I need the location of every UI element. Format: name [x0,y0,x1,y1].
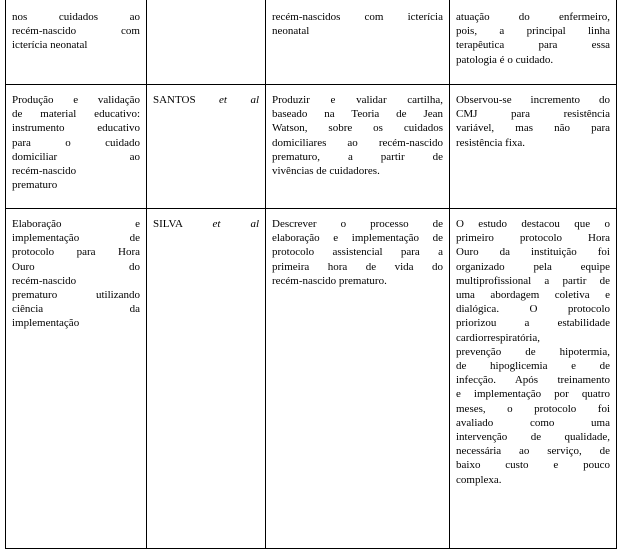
objective-cell [266,85,450,209]
text-line: baixo custo e pouco [456,459,610,472]
text-line: prevenção de hipotermia, [456,345,610,358]
text-line: atuação do enfermeiro, [456,11,610,23]
text-line: multiprofissional a partir de [456,274,610,287]
text-line: primeiro protocolo Hora [456,232,610,245]
text-line: intervenção de qualidade, [456,431,610,444]
text-line: domiciliar ao [12,150,140,163]
title-cell [6,209,147,549]
text-line: e implementação por quatro [456,388,610,401]
text-line: resistência fixa. [456,136,526,149]
text-line: uma abordagem coletiva e [456,289,610,302]
text-line: recém-nascido [12,274,77,287]
author-name: SILVA [153,218,213,230]
result-cell [450,85,617,209]
text-line: para o cuidado [12,136,140,149]
literature-review-table [5,0,617,549]
text-line: recém-nascidos com icterícia [272,11,443,23]
table-row [6,85,617,209]
text-line: Produção e validação [12,94,140,106]
text-line: meses, o protocolo foi [456,402,610,415]
text-line: domiciliares ao recém-nascido [272,136,443,149]
text-line: Watson, sobre os cuidados [272,122,443,135]
text-line: terapêutica para essa [456,39,610,52]
text-line: avaliado como uma [456,416,610,429]
text-line: pois, a principal linha [456,25,610,38]
text-line: Produzir e validar cartilha, [272,94,443,106]
et-al: et al [219,94,259,106]
text-line: neonatal [272,25,310,38]
text-line: recém-nascido [12,165,77,178]
table-row [6,0,617,85]
result-cell [450,0,617,85]
text-line: protocolo assistencial para a [272,246,443,259]
text-line: baseado na Teoria de Jean [272,108,443,121]
text-line: prematuro utilizando [12,289,140,302]
text-line: Ouro da instituição foi [456,246,610,259]
table-row [6,209,617,549]
text-line: vivências de cuidadores. [272,165,380,178]
text-line: prematuro [12,179,58,192]
text-line: elaboração e implementação de [272,232,443,245]
text-line: O estudo destacou que o [456,218,610,230]
text-line: recém-nascido prematuro. [272,274,387,287]
text-line: nos cuidados ao [12,11,140,23]
text-line: icterícia neonatal [12,39,88,52]
text-line: de material educativo: [12,108,140,121]
author-cell [147,0,266,85]
text-line: priorizou a estabilidade [456,317,610,330]
text-line: necessária ao serviço, de [456,445,610,458]
author-name: SANTOS [153,94,220,106]
author-cell [147,209,266,549]
et-al: et al [212,218,260,230]
objective-cell [266,209,450,549]
text-line: patologia é o cuidado. [456,53,554,66]
title-cell [6,0,147,85]
text-line: Elaboração e [12,218,140,230]
result-cell [450,209,617,549]
objective-cell [266,0,450,85]
text-line: dialógica. O protocolo [456,303,610,316]
text-line: cardiorrespiratória, [456,331,540,344]
text-line: CMJ para resistência [456,108,610,121]
text-line: Observou-se incremento do [456,94,610,106]
text-line: protocolo para Hora [12,246,140,259]
text-line: variável, mas não para [456,122,610,135]
text-line: complexa. [456,473,502,486]
text-line: primeira hora de vida do [272,260,443,273]
text-line: prematuro, a partir de [272,150,443,163]
text-line: de hipoglicemia e de [456,360,610,373]
text-line: Ouro do [12,260,140,273]
text-line: implementação [12,317,80,330]
text-line: ciência da [12,303,140,316]
text-line: infecção. Após treinamento [456,374,610,387]
text-line: instrumento educativo [12,122,140,135]
text-line: recém-nascido com [12,25,140,38]
text-line: implementação de [12,232,140,245]
author-cell [147,85,266,209]
text-line: organizado pela equipe [456,260,610,273]
title-cell [6,85,147,209]
text-line: Descrever o processo de [272,218,443,230]
